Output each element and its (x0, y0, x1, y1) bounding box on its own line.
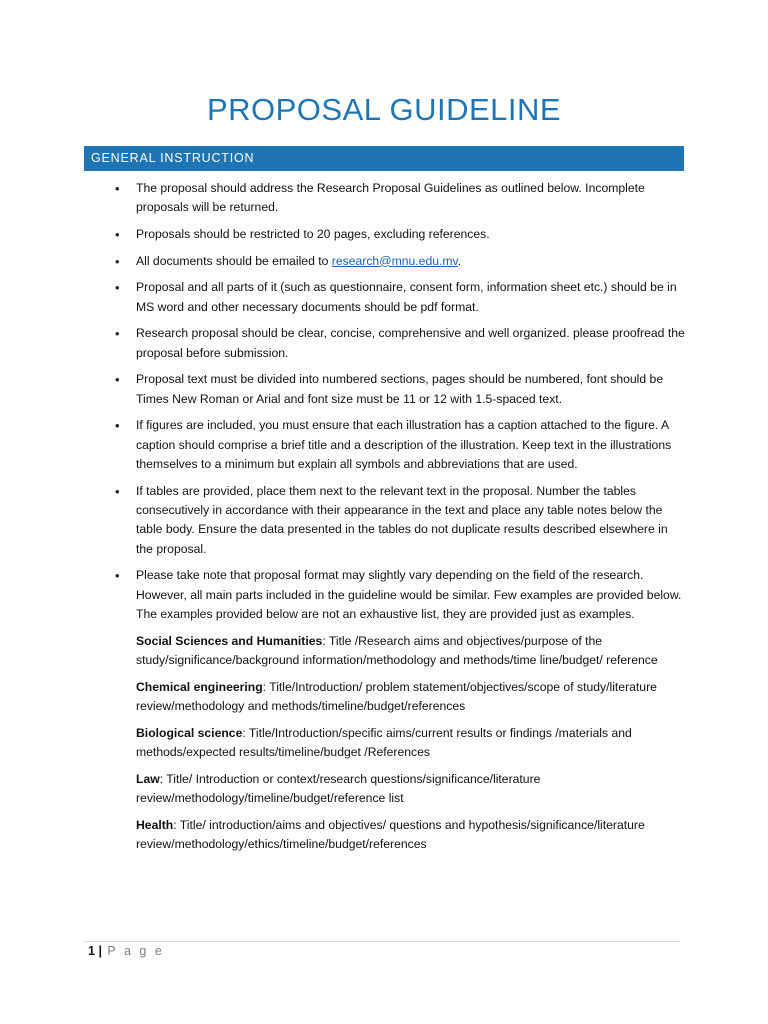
footer-divider (84, 941, 680, 942)
document-body (115, 179, 685, 862)
list-item-text: Please take note that proposal format may slightly vary depending on the field of the research. However, all main parts included in the guideline would be similar. Few examples are provided below. The examples provided below are not an exhaustive list, they are provided just as examples. (136, 568, 682, 622)
example-field-name: Chemical engineering (136, 679, 263, 694)
list-item (115, 179, 685, 218)
field-examples (136, 632, 685, 855)
bullet-icon: • (115, 280, 120, 296)
list-item (115, 482, 685, 560)
example-field-name: Social Sciences and Humanities (136, 633, 323, 648)
list-item (115, 566, 685, 624)
example-health (136, 816, 685, 855)
bullet-icon: • (115, 568, 120, 584)
list-item (115, 225, 685, 244)
bullet-icon: • (115, 181, 120, 196)
list-item-text: If tables are provided, place them next to the relevant text in the proposal. Number the tables consecutively in accordance with their appearance in the text and place any table notes below the table body. Ensure the data presented in the tables do not duplicate results described elsewhere in the proposal. (136, 483, 668, 556)
bullet-icon: • (115, 418, 120, 434)
example-field-name: Biological science (136, 725, 243, 740)
list-item-text: If figures are included, you must ensure that each illustration has a caption attached to the figure. A caption should comprise a brief title and a description of the illustration. Keep text in the illustrations themselves to a minimum but explain all symbols and abbreviations that are used. (136, 418, 672, 471)
example-law (136, 770, 685, 809)
footer-separator: | (98, 944, 102, 958)
bullet-icon: • (115, 326, 120, 342)
bullet-icon: • (115, 372, 120, 388)
example-field-name: Law (136, 771, 160, 786)
example-description: : Title/Introduction/specific aims/current results or findings /materials and methods/expected results/timeline/budget /References (136, 725, 632, 760)
example-social-sciences (136, 632, 685, 671)
section-heading-general-instruction: GENERAL INSTRUCTION (84, 146, 684, 171)
example-description: : Title/Introduction/ problem statement/objectives/scope of study/literature review/methodology and methods/timeline/budget/references (136, 679, 657, 714)
bullet-icon: • (115, 253, 120, 269)
example-description: : Title/ introduction/aims and objectives/ questions and hypothesis/significance/literature review/methodology/ethics/timeline/budget/references (136, 817, 645, 852)
list-item-text: The proposal should address the Research Proposal Guidelines as outlined below. Incomplete proposals will be returned. (136, 181, 645, 215)
list-item (115, 416, 685, 474)
example-description: : Title/ Introduction or context/research questions/significance/literature review/methodology/timeline/budget/reference list (136, 771, 541, 806)
instruction-list (115, 179, 685, 625)
list-item-text: Research proposal should be clear, concise, comprehensive and well organized. please proofread the proposal before submission. (136, 326, 685, 360)
bullet-icon: • (115, 227, 120, 242)
list-item-text: Proposal and all parts of it (such as questionnaire, consent form, information sheet etc.) should be in MS word and other necessary documents should be pdf format. (136, 280, 677, 314)
list-item-text: All documents should be emailed to (136, 253, 332, 268)
example-description: : Title /Research aims and objectives/purpose of the study/significance/background information/methodology and methods/time line/budget/ reference (136, 633, 658, 668)
list-item (115, 252, 685, 271)
list-item (115, 324, 685, 363)
list-item-text: . (457, 253, 462, 268)
example-biological-science (136, 724, 685, 763)
example-field-name: Health (136, 817, 174, 832)
list-item (115, 278, 685, 317)
list-item-text: Proposal text must be divided into numbered sections, pages should be numbered, font should be Times New Roman or Arial and font size must be 11 or 12 with 1.5-spaced text. (136, 372, 664, 406)
page-footer (88, 944, 164, 958)
page-title: PROPOSAL GUIDELINE (206, 92, 562, 127)
page-label: P a g e (107, 944, 165, 958)
list-item-text: Proposals should be restricted to 20 pages, excluding references. (136, 227, 490, 241)
list-item (115, 370, 685, 409)
email-link[interactable]: research@mnu.edu.mv (331, 253, 458, 268)
page-number: 1 (88, 944, 95, 958)
example-chemical-engineering (136, 678, 685, 717)
bullet-icon: • (115, 483, 120, 499)
